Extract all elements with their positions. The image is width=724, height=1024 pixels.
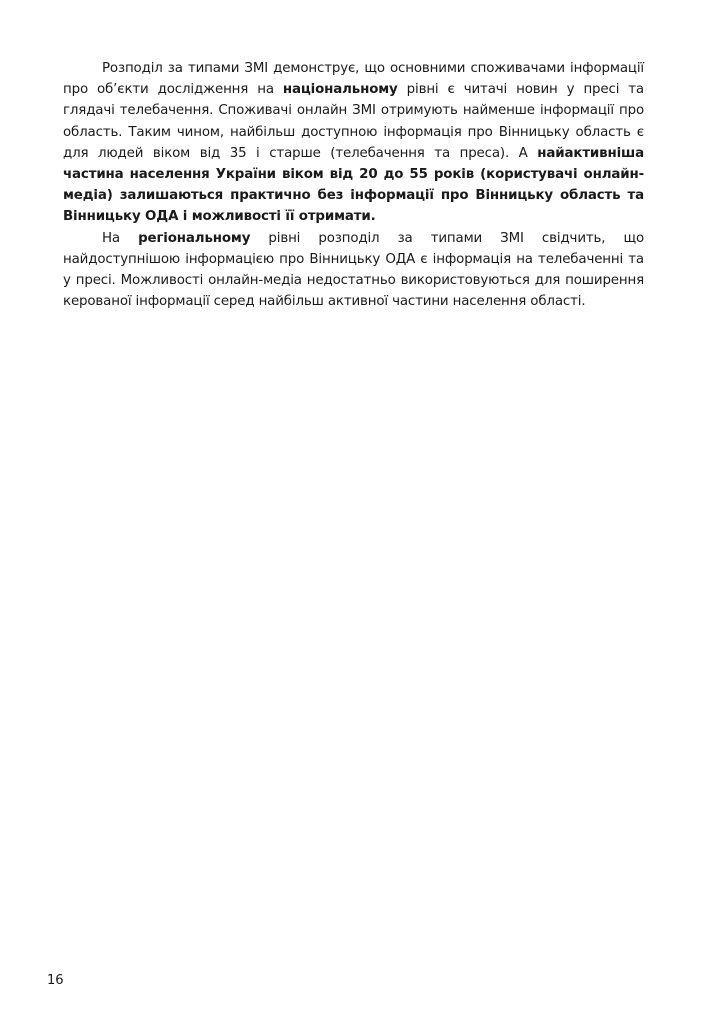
text-segment: рівні є читачі новин у пресі та глядачі телебачення. Споживачі онлайн ЗМІ отримують найменше інформації про область. Таким чином, найбільш доступною інформація про Вінницьку область є для людей віком від 35 і старше (телебачення та преса). А bbox=[63, 82, 644, 161]
text-segment: На bbox=[102, 230, 139, 246]
bold-text-segment: національному bbox=[282, 82, 398, 98]
page-number: 16 bbox=[47, 973, 64, 988]
text-segment: рівні розподіл за типами ЗМІ свідчить, що найдоступнішою інформацією про Вінницьку ОДА є інформація на телебаченні та у пресі. Можливості онлайн-медіа недостатньо використовуються для поширення керованої інформації серед найбільш активної частини населення області. bbox=[63, 230, 644, 310]
text-segment: Розподіл за типами ЗМІ демонструє, що основними споживачами інформації про об’єкти дослідження на bbox=[63, 61, 644, 98]
paragraph-national-level bbox=[63, 58, 644, 228]
bold-text-segment: регіональному bbox=[138, 230, 251, 246]
document-body bbox=[63, 58, 644, 312]
bold-text-segment: найактивніша частина населення України віком від 20 до 55 років (користувачі онлайн-медіа) залишаються практично без інформації про Вінницьку область та Вінницьку ОДА і можливості її отримати. bbox=[63, 145, 644, 225]
paragraph-regional-level bbox=[63, 228, 644, 313]
